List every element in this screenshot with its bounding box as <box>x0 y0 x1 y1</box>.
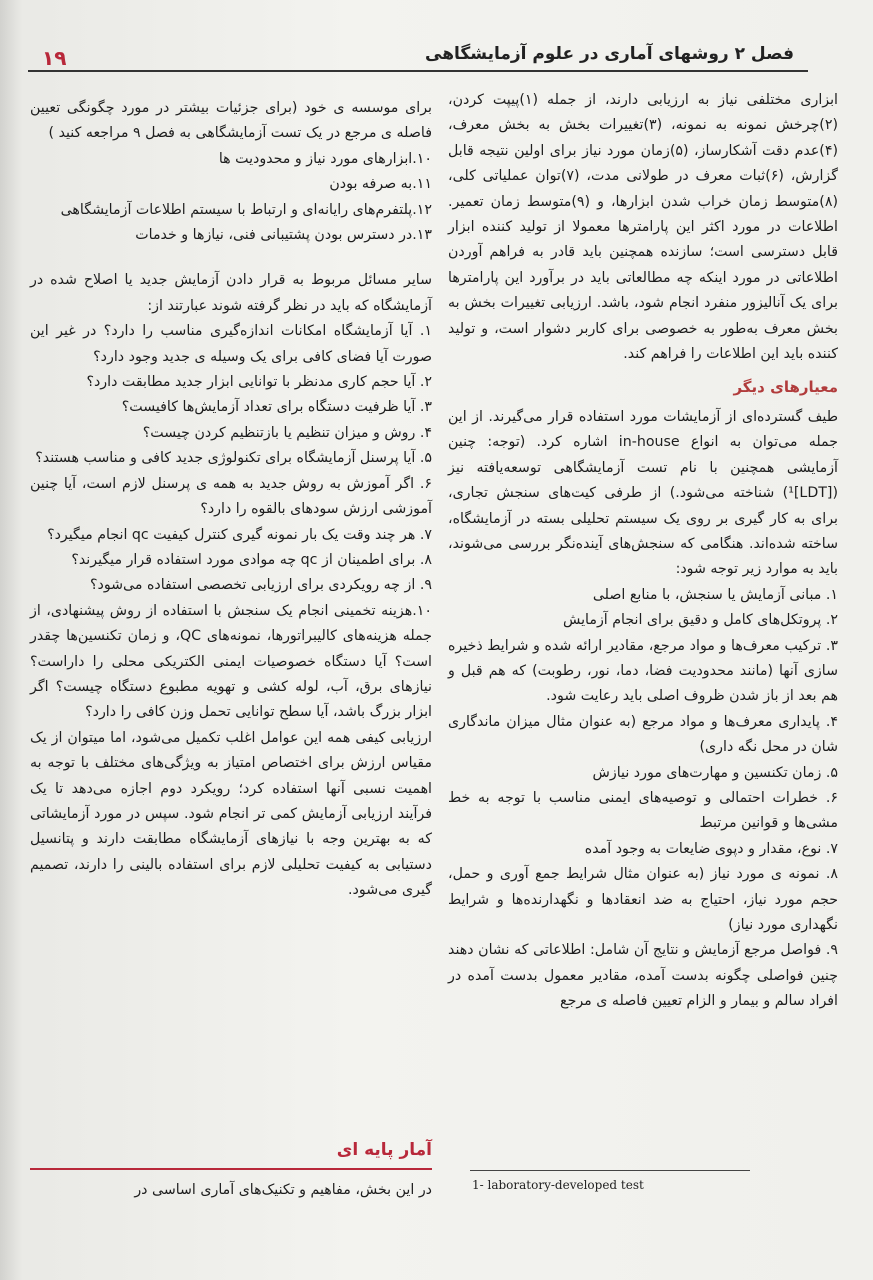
other-issues-paragraph: سایر مسائل مربوط به قرار دادن آزمایش جدید یا اصلاح شده در آزمایشگاه که باید در نظر گرفته شوند عبارتند از: <box>30 272 432 314</box>
list-item: ۴. روش و میزان تنظیم یا بازتنظیم کردن چیست؟ <box>142 424 432 441</box>
list-item: ۲. آیا حجم کاری مدنظر با توانایی ابزار جدید مطابقت دارد؟ <box>86 374 432 391</box>
list-item: ۴. پایداری معرف‌ها و مواد مرجع (به عنوان مثال میزان ماندگاری شان در محل نگه داری) <box>448 713 838 756</box>
list-item: ۲. پروتکل‌های کامل و دقیق برای انجام آزمایش <box>563 612 838 629</box>
list-item: ۱. آیا آزمایشگاه امکانات اندازه‌گیری مناسب را دارد؟ در غیر این صورت آیا فضای کافی برای یک وسیله ی جدید وجود دارد؟ <box>30 323 432 365</box>
list-item: ۳. ترکیب معرف‌ها و مواد مرجع، مقادیر ارائه شده و شرایط ذخیره سازی آنها (مانند محدودیت فضا، دما، نور، رطوبت) که هم قبل و هم بعد از باز شدن ظروف اصلی باید رعایت شود. <box>448 637 838 705</box>
running-header <box>28 38 808 72</box>
list-item: ۹. از چه رویکردی برای ارزیابی تخصصی استفاده می‌شود؟ <box>89 577 432 594</box>
other-criteria-heading: معیارهای دیگر <box>733 378 838 397</box>
page-number: ۱۹ <box>42 46 67 70</box>
spine-shadow <box>0 0 22 1280</box>
section-rule <box>30 1168 432 1170</box>
list-item: ۸. برای اطمینان از qc چه موادی مورد استفاده قرار میگیرند؟ <box>71 551 432 568</box>
list-item: ۶. اگر آموزش به روش جدید به همه ی پرسنل لازم است، آیا چنین آموزشی ارزش سودهای بالقوه را دارد؟ <box>30 475 432 518</box>
list-item: ۶. خطرات احتمالی و توصیه‌های ایمنی مناسب با توجه به خط مشی‌ها و قوانین مرتبط <box>448 789 838 832</box>
list-item: ۳. آیا ظرفیت دستگاه برای تعداد آزمایش‌ها کافیست؟ <box>121 399 432 416</box>
list-item: ۷. نوع، مقدار و دپوی ضایعات به وجود آمده <box>584 840 838 857</box>
basic-statistics-heading: آمار پایه ای <box>336 1140 432 1160</box>
list-item: ۱۳.در دسترس بودن پشتیبانی فنی، نیازها و خدمات <box>135 227 432 244</box>
list-item: ۵. آیا پرسنل آزمایشگاه برای تکنولوژی جدید کافی و مناسب هستند؟ <box>35 450 432 467</box>
list-item: ۱۱.به صرفه بودن <box>329 176 432 193</box>
spacer <box>30 248 432 268</box>
list-item: ۷. هر چند وقت یک بار نمونه گیری کنترل کیفیت qc انجام میگیرد؟ <box>47 526 432 543</box>
list-item: ۱. مبانی آزمایش یا سنجش، با منابع اصلی <box>592 586 838 603</box>
footnote-rule <box>470 1170 750 1171</box>
intro-paragraph: ابزاری مختلفی نیاز به ارزیابی دارند، از جمله (۱)پیپت کردن، (۲)چرخش نمونه به نمونه، (۳)تغییرات بخش به بخش معرف، (۴)عدم دقت آشکارساز، (۵)زمان مورد نیاز برای اولین نتیجه قابل گزارش، (۶)ثبات معرف در طولانی مدت، (۷)توان عملیاتی کلی، (۸)متوسط زمان خراب شدن ابزارها، و (۹)متوسط زمان تعمیر. اطلاعات در مورد اکثر این پارامترها معمولا از تولید کننده ابزار قابل دسترسی است؛ سازنده همچنین باید قادر به فراهم آوردن اطلاعاتی در مورد اینکه چه مطالعاتی باید در برآورد این پارامترها برای یک آنالیزور منفرد انجام شود، باشد. ارزیابی تغییرات بخش به بخش معرف به‌طور به خصوصی برای کاربر دشوار است، و تولید کننده باید این اطلاعات را فراهم کند. <box>448 92 838 363</box>
continuation-paragraph: برای موسسه ی خود (برای جزئیات بیشتر در مورد چگونگی تعیین فاصله ی مرجع در یک تست آزمایشگاهی به فصل ۹ مراجعه کنید ) <box>30 100 432 142</box>
list-item: ۱۲.پلتفرم‌های رایانه‌ای و ارتباط با سیستم اطلاعات آزمایشگاهی <box>60 201 432 218</box>
list-item: ۱۰.ابزارهای مورد نیاز و محدودیت ها <box>218 150 432 167</box>
right-column <box>448 88 838 1015</box>
list-item: ۹. فواصل مرجع آزمایش و نتایج آن شامل: اطلاعاتی که نشان دهند چنین فواصلی چگونه بدست آمده، مقادیر معمول بدست آمده در افراد سالم و بیمار و الزام تعیین فاصله ی مرجع <box>448 942 838 1010</box>
closing-paragraph: ارزیابی کیفی همه این عوامل اغلب تکمیل می‌شود، اما میتوان از یک مقیاس ارزش برای اختصاص امتیاز به ویژگی‌های مختلف با توجه به اهمیت نسبی آنها استفاده کرد؛ رویکرد دوم اجازه می‌دهد تا یک فرآیند ارزیابی آزمایش کمی تر انجام شود. سپس در مورد آزمایشاتی که به بهترین وجه با نیازهای آزمایشگاه مطابقت دارند و پتانسیل دستیابی به کیفیت تحلیلی لازم برای استفاده بالینی را دارند، تصمیم گیری می‌شود. <box>30 729 432 899</box>
header-rule <box>28 70 808 72</box>
footnote: 1- laboratory-developed test <box>472 1178 644 1192</box>
list-item: ۱۰.هزینه تخمینی انجام یک سنجش با استفاده از روش پیشنهادی، از جمله هزینه‌های کالیبراتورها، نمونه‌های QC، و زمان تکنسین‌ها چقدر است؟ آیا دستگاه خصوصیات ایمنی الکتریکی محلی را داراست؟ نیازهای برق، آب، لوله کشی و تهویه مطبوع دستگاه چیست؟ اگر ابزار بزرگ باشد، آیا سطح توانایی تحمل وزن کافی را دارد؟ <box>30 602 432 721</box>
criteria-paragraph: طیف گسترده‌ای از آزمایشات مورد استفاده قرار می‌گیرند. از این جمله می‌توان به انواع in-house اشاره کرد. (توجه: چنین آزمایشی همچنین با نام تست آزمایشگاهی توسعه‌یافته نیز ([LDT]¹) شناخته می‌شود.) از طرفی کیت‌های سنجش تجاری، برای به کار گیری بر روی یک سیستم تحلیلی بسته در آزمایشگاه، ساخته شده‌اند. هنگامی که سنجش‌های آینده‌نگر بررسی می‌شوند، باید به موارد زیر توجه شود: <box>448 408 838 578</box>
list-item: ۵. زمان تکنسین و مهارت‌های مورد نیازش <box>592 764 838 781</box>
list-item: ۸. نمونه ی مورد نیاز (به عنوان مثال شرایط جمع آوری و حمل، حجم مورد نیاز، احتیاج به ضد انعقادها و نگهدارنده‌ها و شرایط نگهداری مورد نیاز) <box>448 866 838 933</box>
chapter-title: فصل ۲ روشهای آماری در علوم آزمایشگاهی <box>425 44 794 64</box>
left-column <box>30 96 432 904</box>
basic-statistics-text: در این بخش، مفاهیم و تکنیک‌های آماری اساسی در <box>134 1182 432 1198</box>
